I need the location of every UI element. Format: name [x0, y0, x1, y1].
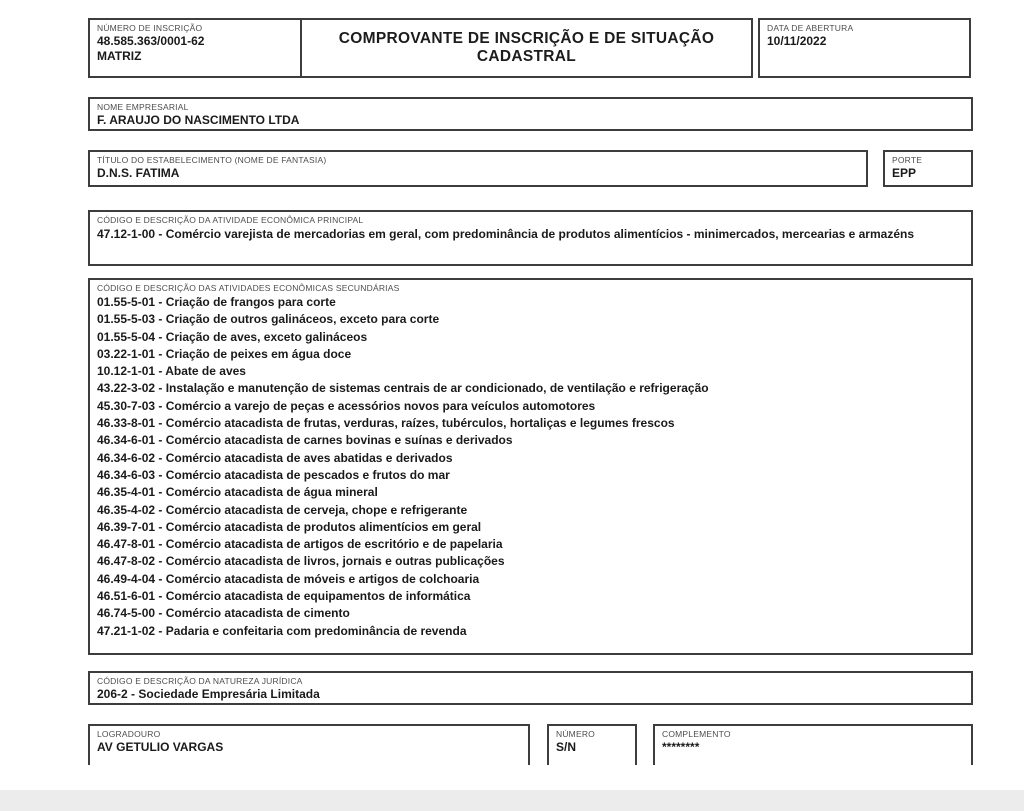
porte-label: PORTE [892, 155, 923, 165]
activity-line: 46.35-4-02 - Comércio atacadista de cerveja, chope e refrigerante [97, 502, 468, 517]
porte-value: EPP [892, 166, 917, 180]
activity-line: 01.55-5-04 - Criação de aves, exceto galináceos [97, 329, 368, 344]
activity-line: 10.12-1-01 - Abate de aves [97, 364, 246, 379]
document-title-box [300, 18, 753, 78]
document-title [339, 30, 714, 66]
numero-inscricao-box [88, 18, 302, 78]
numero-label: NÚMERO [556, 729, 595, 739]
data-abertura-value: 10/11/2022 [767, 34, 827, 48]
complemento-box [653, 724, 973, 765]
numero-inscricao-value: 48.585.363/0001-62 [97, 34, 205, 48]
nome-empresarial-value: F. ARAUJO DO NASCIMENTO LTDA [97, 113, 300, 127]
document-title-line1: COMPROVANTE DE INSCRIÇÃO E DE SITUAÇÃO [338, 30, 715, 47]
nome-fantasia-label: TÍTULO DO ESTABELECIMENTO (NOME DE FANTASIA) [97, 155, 327, 165]
activity-line: 46.34-6-03 - Comércio atacadista de pescados e frutos do mar [97, 467, 450, 482]
porte-box [883, 150, 973, 187]
logradouro-value: AV GETULIO VARGAS [97, 740, 224, 754]
atividade-principal-label: CÓDIGO E DESCRIÇÃO DA ATIVIDADE ECONÔMICA PRINCIPAL [97, 215, 364, 225]
activity-line: 01.55-5-03 - Criação de outros galináceos, exceto para corte [97, 312, 440, 327]
data-abertura-label: DATA DE ABERTURA [767, 23, 854, 33]
activity-line: 46.39-7-01 - Comércio atacadista de produtos alimentícios em geral [97, 519, 482, 534]
natureza-juridica-box [88, 671, 973, 705]
matriz-indicator: MATRIZ [97, 49, 142, 63]
activity-line: 46.47-8-01 - Comércio atacadista de artigos de escritório e de papelaria [97, 537, 503, 552]
activity-line: 46.74-5-00 - Comércio atacadista de cimento [97, 606, 350, 621]
nome-empresarial-label: NOME EMPRESARIAL [97, 102, 189, 112]
activity-line: 03.22-1-01 - Criação de peixes em água doce [97, 346, 352, 361]
nome-fantasia-value: D.N.S. FATIMA [97, 166, 180, 180]
logradouro-box [88, 724, 530, 765]
activity-line: 45.30-7-03 - Comércio a varejo de peças e acessórios novos para veículos automotores [97, 398, 596, 413]
activity-line: 46.49-4-04 - Comércio atacadista de móveis e artigos de colchoaria [97, 571, 480, 586]
numero-value: S/N [556, 740, 577, 754]
numero-box [547, 724, 637, 765]
activity-line: 46.33-8-01 - Comércio atacadista de frutas, verduras, raízes, tubérculos, hortaliças e legumes frescos [97, 416, 675, 431]
atividade-principal-value: 47.12-1-00 - Comércio varejista de mercadorias em geral, com predominância de produtos alimentícios - minimercados, mercearias e armazéns [97, 227, 915, 241]
natureza-juridica-value: 206-2 - Sociedade Empresária Limitada [97, 687, 320, 701]
activity-line: 46.34-6-01 - Comércio atacadista de carnes bovinas e suínas e derivados [97, 433, 513, 448]
activity-line: 46.51-6-01 - Comércio atacadista de equipamentos de informática [97, 589, 471, 604]
atividades-secundarias-list [97, 294, 964, 640]
nome-empresarial-box [88, 97, 973, 131]
nome-fantasia-box [88, 150, 868, 187]
logradouro-label: LOGRADOURO [97, 729, 161, 739]
atividades-secundarias-label: CÓDIGO E DESCRIÇÃO DAS ATIVIDADES ECONÔMICAS SECUNDÁRIAS [97, 283, 400, 293]
activity-line: 46.47-8-02 - Comércio atacadista de livros, jornais e outras publicações [97, 554, 505, 569]
activity-line: 46.35-4-01 - Comércio atacadista de água mineral [97, 485, 378, 500]
activity-line: 01.55-5-01 - Criação de frangos para corte [97, 295, 336, 309]
activity-line: 43.22-3-02 - Instalação e manutenção de sistemas centrais de ar condicionado, de ventilação e refrigeração [97, 381, 709, 396]
atividades-secundarias-box [88, 278, 973, 655]
data-abertura-box [758, 18, 971, 78]
document-title-line2: CADASTRAL [476, 48, 577, 65]
page-bottom-strip [0, 790, 1024, 811]
complemento-label: COMPLEMENTO [662, 729, 731, 739]
fantasia-porte-row [88, 150, 973, 187]
header-row [88, 18, 973, 78]
complemento-value: ******** [662, 740, 700, 754]
certificate-content [88, 18, 973, 765]
activity-line: 47.21-1-02 - Padaria e confeitaria com predominância de revenda [97, 623, 467, 638]
numero-inscricao-label: NÚMERO DE INSCRIÇÃO [97, 23, 203, 33]
endereco-row [88, 724, 973, 765]
activity-line: 46.34-6-02 - Comércio atacadista de aves abatidas e derivados [97, 450, 453, 465]
atividade-principal-box [88, 210, 973, 266]
natureza-juridica-label: CÓDIGO E DESCRIÇÃO DA NATUREZA JURÍDICA [97, 676, 303, 686]
